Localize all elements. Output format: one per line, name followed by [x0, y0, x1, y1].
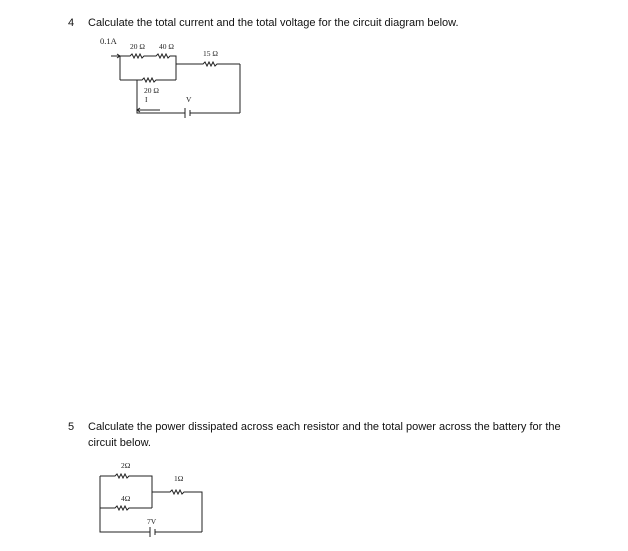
- question-4-number: 4: [68, 17, 75, 29]
- current-label: 0.1A: [100, 36, 117, 46]
- resistor-label-4: 4Ω: [121, 494, 131, 503]
- question-5-number: 5: [68, 421, 75, 433]
- current-i-label: I: [145, 95, 148, 104]
- voltage-label: V: [186, 95, 192, 104]
- battery-label-7v: 7V: [147, 517, 157, 526]
- q5-wire-series-top: [152, 490, 202, 532]
- resistor-label-15: 15 Ω: [203, 49, 218, 58]
- resistor-label-40: 40 Ω: [159, 42, 174, 51]
- resistor-label-2: 2Ω: [121, 461, 131, 470]
- resistor-label-1: 1Ω: [174, 474, 184, 483]
- resistor-label-20a: 20 Ω: [130, 42, 145, 51]
- question-5-text: Calculate the power dissipated across each resistor and the total power across the battery for the circuit below.: [88, 421, 561, 449]
- q5-wire-parallel-bottom: [100, 506, 152, 510]
- question-4-text: Calculate the total current and the total voltage for the circuit diagram below.: [88, 17, 459, 29]
- resistor-label-20b: 20 Ω: [144, 86, 159, 95]
- q5-battery-icon: [150, 527, 155, 537]
